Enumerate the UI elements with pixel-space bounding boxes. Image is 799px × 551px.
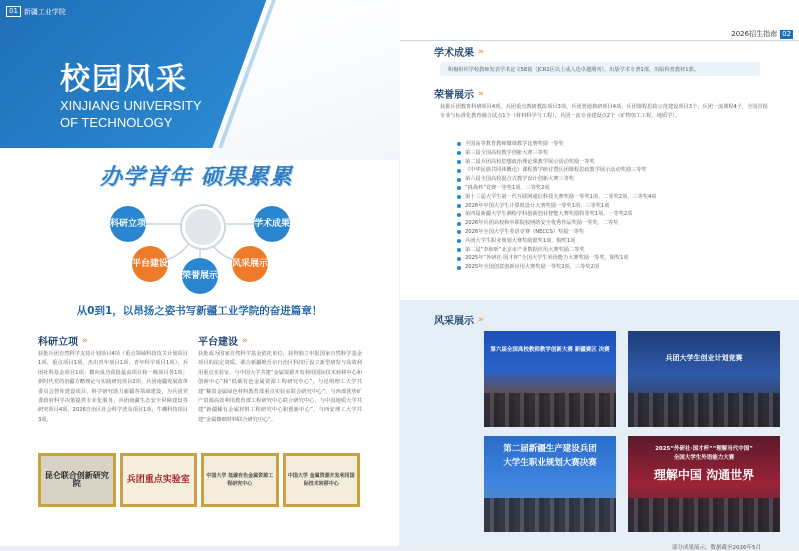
gallery-photo (484, 331, 616, 427)
honors-heading (434, 86, 484, 101)
bullet-icon (457, 239, 461, 243)
list-item (457, 237, 787, 246)
chevron-double-icon: » (478, 314, 484, 325)
platform-text: 获批成为国家自然科学基金依托单位，获得独立申报国家自然科学基金项目的法定资质。联合新疆维吾尔自治区科技厅设立新型研发与高效利用重点实验室，与中国大学共建“金属资源开发利用国际技术转移中心和创新中心”和“低碳有色金属资源工程研究中心”，与昆明理工大学共建“稀贵金属绿色材料教育部重点实验室联合研究中心”，与西部优势矿产资源高效利用教育部工程研究中心联合研究中心，与中国地质大学共建“新疆稀有金属材料工程研究中心和创新中心”，与西安理工大学共建“金属微细材料联合研究中心”。 (198, 351, 362, 423)
plaque-label: 兵团重点实验室 (123, 456, 195, 504)
node-honors: 荣誉展示 (182, 258, 218, 294)
left-page (0, 0, 399, 546)
bullet-icon (457, 151, 461, 155)
gallery-heading (434, 312, 484, 327)
list-item (457, 158, 787, 167)
photo-banner-text: 第六届全国高校教师教学创新大赛 新疆赛区 决赛 (490, 347, 610, 353)
title-en-line1: XINJIANG UNIVERSITY (60, 98, 202, 113)
hero-banner (0, 0, 399, 148)
award-text: 第十三届大学生第一代互联网通信科技大赛奖励一等奖1项、二等奖2项、三等奖4项 (465, 193, 657, 200)
page-title-en (60, 97, 202, 131)
bullet-icon (457, 222, 461, 226)
list-item (457, 219, 787, 228)
photo-banner-line3: 理解中国 沟通世界 (653, 468, 755, 482)
list-item (457, 193, 787, 202)
photo-banner-line2: 全国大学生外语能力大赛 (673, 455, 735, 461)
list-item (457, 184, 787, 193)
node-research: 科研立项 (110, 206, 146, 242)
award-text: 第四届新疆大学生测绘学科创新创业智能大赛奖励特等奖1项、一等奖2项 (465, 211, 633, 218)
node-gallery: 风采展示 (232, 246, 268, 282)
bullet-icon (457, 142, 461, 146)
honors-title: 荣誉展示 (434, 90, 474, 101)
plaque-image (283, 453, 361, 507)
research-title: 科研立项 (38, 337, 78, 348)
awards-list (457, 140, 787, 272)
list-item (457, 202, 787, 211)
bullet-icon (457, 230, 461, 234)
bullet-icon (457, 266, 461, 270)
bullet-icon (457, 169, 461, 173)
photo-banner-line1: 2025“外研社·国才杯”“理解当代中国” (655, 446, 753, 452)
bullet-icon (457, 204, 461, 208)
list-item (457, 140, 787, 149)
list-item (457, 149, 787, 158)
bullet-icon (457, 195, 461, 199)
award-text: 2026年中国大学生计算机设计大赛奖励一等奖1项、三等奖1项 (465, 202, 610, 209)
academic-box: 积极组织学校教师发表学术论文58篇（JCR2区以上或入选卓越期刊），出版学术专著1部，出版科普教材1部。 (440, 62, 760, 76)
section-tag (6, 6, 66, 17)
bullet-icon (457, 257, 461, 261)
plaque-image (38, 453, 116, 507)
tagline-band: 从0到1，以昂扬之姿书写新疆工业学院的奋进篇章！ (76, 304, 323, 317)
gallery-photo (628, 436, 780, 532)
people-silhouettes (628, 393, 780, 427)
list-item (457, 175, 787, 184)
bullet-icon (457, 178, 461, 182)
people-silhouettes (628, 498, 780, 532)
research-text: 获批兵团自然科学支持计划项目4项（重点领域科技攻关计划项目1项、重点项目1项、杰出青年项目1项、青年科学项目1项）；兵团社科基金项目1项；横向成功获批最高项目和一级项目各1项；新时代党的治疆方略理论与实践研究项目2项；兵团南疆发展改革委员会智库建设项目，科学研究助力新疆各领域建设，为兵团党委政府科学决策提供专业化服务，兵团南疆生态安全屏障建设等研究项目4项，2026自治区社会科学普及项目1项，牛棚科技项目3项。 (38, 351, 188, 423)
chevron-double-icon: » (82, 335, 88, 346)
award-text: 2025年“外研社·国才杯”全国大学生外语能力大赛奖励一等奖、铜奖1项 (465, 255, 629, 262)
bullet-icon (457, 248, 461, 252)
section-number: 02 (782, 29, 791, 38)
photo-banner-line1: 第二届新疆生产建设兵团 (503, 444, 597, 454)
award-text: 2025年全国创意创新应用大赛奖励一等奖2项，三等奖2项 (465, 264, 599, 271)
people-silhouettes (484, 393, 616, 427)
page-title: 校园风采 (60, 62, 188, 97)
gallery-panel (400, 300, 799, 551)
plaque-label: 昆仑联合创新研究院 (41, 456, 113, 504)
list-item (457, 254, 787, 263)
award-text: 全国高等教育教师微课教学比赛奖励一等奖 (465, 141, 564, 147)
center-circle (182, 206, 224, 248)
list-item (457, 210, 787, 219)
honors-text: 获批兵团教育科研项目4项，兵团重点教研教改项目3项，兵团普通教研项目4项，兵团课程思政示范建设项目3个，兵团一流课程4个，全国首批专业与标准化教育融合试点1个（材料科学与工程），兵团一流专业建设点2个（矿物加工工程、地质学）。 (440, 104, 768, 120)
chevron-double-icon: » (478, 46, 484, 57)
plaque-label: 中国大学 金属资源开发利用国际技术转移中心 (286, 456, 358, 504)
right-page (400, 0, 799, 551)
gallery-photo (484, 436, 616, 532)
gallery-title: 风采展示 (434, 316, 474, 327)
award-text: 2026年全国大学生英语竞赛（NECCS）奖励一等奖 (465, 228, 585, 235)
plaque-image (201, 453, 279, 507)
award-text: 第三届全国高校教学创新大赛三等奖 (465, 149, 549, 156)
section-number: 01 (6, 6, 21, 17)
award-text: 第六届全国高校混合式教学设计创新大赛三等奖 (465, 176, 574, 183)
list-item (457, 166, 787, 175)
gallery-caption: 部分成果展示，数据截至2026年5月 (672, 545, 761, 551)
photo-banner-line2: 大学生职业规划大赛决赛 (503, 458, 597, 468)
right-header (731, 29, 793, 39)
title-en-line2: OF TECHNOLOGY (60, 115, 173, 130)
research-heading (38, 333, 88, 348)
award-text: 《中华民族共同体概论》课程教学研讨暨兵团课程思政教学展示活动奖励三等奖 (465, 167, 647, 174)
node-academic: 学术成果 (254, 206, 290, 242)
people-silhouettes (484, 498, 616, 532)
list-item (457, 228, 787, 237)
photo-banner-text: 兵团大学生创业计划竞赛 (665, 354, 743, 362)
award-text: 兵团大学生职业规划大赛奖励银奖1项、铜奖1项 (465, 237, 576, 244)
list-item (457, 263, 787, 272)
section-name: 新疆工业学院 (23, 7, 66, 16)
chevron-double-icon: » (478, 88, 484, 99)
plaque-label: 中国大学 低碳有色金属资源工程研究中心 (204, 456, 276, 504)
plaque-row (38, 453, 360, 507)
award-text: 第二届“李和昕”北京市产业数据应用大赛奖励二等奖 (465, 246, 585, 253)
chevron-double-icon: » (242, 335, 248, 346)
list-item (457, 246, 787, 255)
plaque-image (120, 453, 198, 507)
platform-heading (198, 333, 248, 348)
award-text: “挑战杯”竞赛一等奖1项、三等奖2项 (465, 184, 550, 191)
slogan: 办学首年 硕果累累 (100, 165, 293, 190)
bullet-icon (457, 213, 461, 217)
header-divider (400, 40, 799, 41)
award-text: 第二届兵团高校思想政治理论课教学展示活动奖励一等奖 (465, 158, 595, 165)
bullet-icon (457, 186, 461, 190)
academic-title: 学术成果 (434, 48, 474, 59)
node-platform: 平台建设 (132, 246, 168, 282)
header-label: 2026招生指南 (731, 30, 778, 38)
academic-heading (434, 44, 484, 59)
bullet-icon (457, 160, 461, 164)
gallery-photo (628, 331, 780, 427)
achievement-diagram (110, 198, 290, 298)
award-text: 2026年兵团高校和中职院校网络安全优秀作品奖励一等奖、二等奖 (465, 220, 619, 227)
platform-title: 平台建设 (198, 337, 238, 348)
